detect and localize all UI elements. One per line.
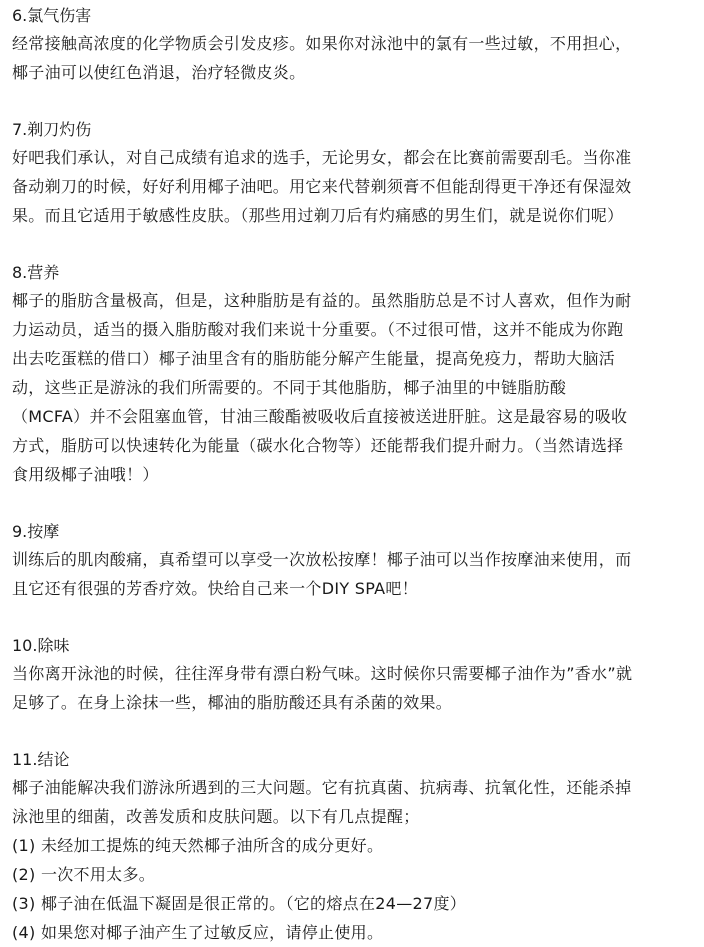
paragraph-line: 椰子的脂肪含量极高，但是，这种脂肪是有益的。虽然脂肪总是不讨人喜欢，但作为耐	[12, 291, 632, 310]
paragraph-line: 好吧我们承认，对自己成绩有追求的选手，无论男女，都会在比赛前需要刮毛。当你准	[12, 148, 632, 167]
list-item: (4) 如果您对椰子油产生了过敏反应，请停止使用。	[12, 923, 384, 942]
section-heading: 11.结论	[12, 750, 70, 769]
paragraph-line: 足够了。在身上涂抹一些，椰油的脂肪酸还具有杀菌的效果。	[12, 693, 453, 712]
list-item: (2) 一次不用太多。	[12, 865, 156, 884]
section-heading: 6.氯气伤害	[12, 6, 92, 25]
paragraph-line: 当你离开泳池的时候，往往浑身带有漂白粉气味。这时候你只需要椰子油作为”香水”就	[12, 664, 633, 683]
section-conclusion	[12, 746, 696, 947]
paragraph-line: 经常接触高浓度的化学物质会引发皮疹。如果你对泳池中的氯有一些过敏，不用担心，	[12, 34, 632, 53]
article	[12, 0, 696, 947]
section-massage	[12, 518, 696, 603]
paragraph-line: 椰子油能解决我们游泳所遇到的三大问题。它有抗真菌、抗病毒、抗氧化性，还能杀掉	[12, 778, 632, 797]
section-deodorize	[12, 632, 696, 717]
section-heading: 9.按摩	[12, 522, 60, 541]
paragraph-line: 椰子油可以使红色消退，治疗轻微皮炎。	[12, 63, 306, 82]
paragraph-line: 且它还有很强的芳香疗效。快给自己来一个DIY SPA吧！	[12, 579, 419, 598]
list-item: (3) 椰子油在低温下凝固是很正常的。（它的熔点在24—27度）	[12, 894, 467, 913]
paragraph-line: 食用级椰子油哦！）	[12, 465, 159, 484]
list-item: (1) 未经加工提炼的纯天然椰子油所含的成分更好。	[12, 836, 384, 855]
paragraph-line: 果。而且它适用于敏感性皮肤。（那些用过剃刀后有灼痛感的男生们，就是说你们呢）	[12, 206, 624, 225]
paragraph-line: 出去吃蛋糕的借口）椰子油里含有的脂肪能分解产生能量，提高免疫力，帮助大脑活	[12, 349, 616, 368]
paragraph-line: 方式，脂肪可以快速转化为能量（碳水化合物等）还能帮我们提升耐力。（当然请选择	[12, 436, 624, 455]
paragraph-line: 动，这些正是游泳的我们所需要的。不同于其他脂肪，椰子油里的中链脂肪酸	[12, 378, 567, 397]
paragraph-line: 备动剃刀的时候，好好利用椰子油吧。用它来代替剃须膏不但能刮得更干净还有保湿效	[12, 177, 632, 196]
paragraph-line: （MCFA）并不会阻塞血管，甘油三酸酯被吸收后直接被送进肝脏。这是最容易的吸收	[12, 407, 628, 426]
paragraph-line: 泳池里的细菌，改善发质和皮肤问题。以下有几点提醒；	[12, 807, 420, 826]
section-heading: 7.剃刀灼伤	[12, 120, 92, 139]
section-chlorine	[12, 2, 696, 87]
section-heading: 8.营养	[12, 263, 60, 282]
paragraph-line: 力运动员，适当的摄入脂肪酸对我们来说十分重要。（不过很可惜，这并不能成为你跑	[12, 320, 624, 339]
section-heading: 10.除味	[12, 636, 70, 655]
paragraph-line: 训练后的肌肉酸痛，真希望可以享受一次放松按摩！椰子油可以当作按摩油来使用，而	[12, 550, 632, 569]
section-razor-burn	[12, 116, 696, 230]
section-nutrition	[12, 259, 696, 489]
